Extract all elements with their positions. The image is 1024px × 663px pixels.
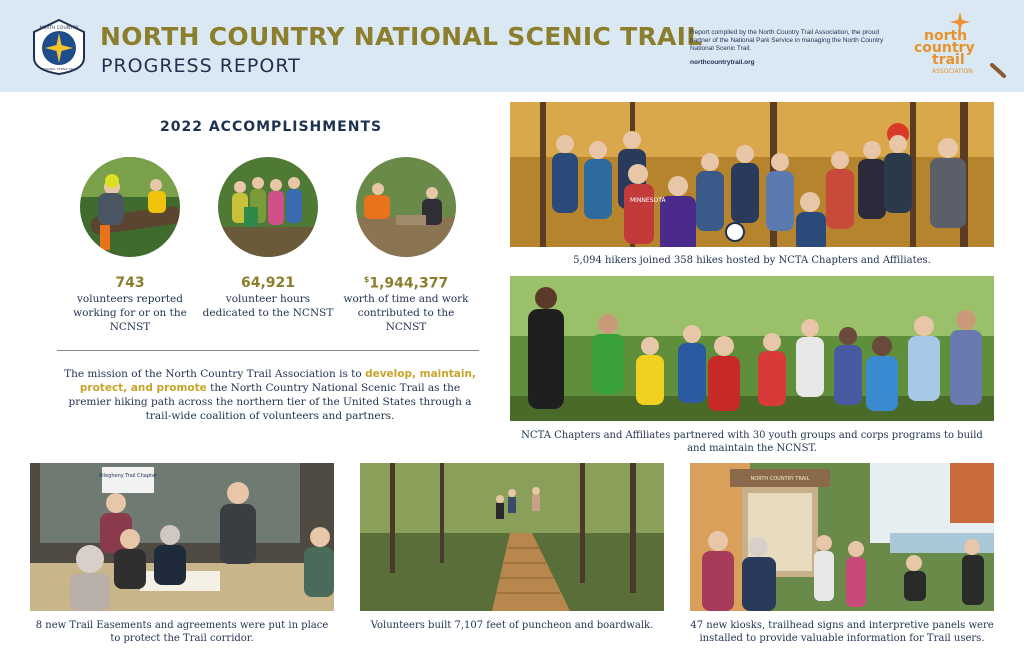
caption-hikers: 5,094 hikers joined 358 hikes hosted by NCTA Chapters and Affiliates. bbox=[573, 255, 931, 266]
report-credit: Report compiled by the North Country Trail Association, the proud partner of the National Park Service in managing the North Country National Scenic Trail. bbox=[690, 29, 884, 52]
stat-desc-hours: volunteer hours dedicated to the NCNST bbox=[202, 293, 334, 319]
shirt-text: MINNESOTA bbox=[630, 197, 666, 204]
ncta-logo bbox=[910, 10, 1010, 82]
logo-association: ASSOCIATION bbox=[932, 68, 973, 75]
stat-photo-volunteers bbox=[218, 157, 318, 257]
worth-amount: 1,944,377 bbox=[369, 275, 449, 292]
stat-photo-chainsaw bbox=[80, 157, 180, 257]
emblem-bottom-text: NATIONAL SCENIC TRAIL bbox=[40, 67, 78, 71]
photo-youth bbox=[510, 276, 994, 421]
caption-kiosks: 47 new kiosks, trailhead signs and interpretive panels were installed to provide valuable information for Trail users. bbox=[690, 620, 994, 644]
mission-statement bbox=[60, 367, 480, 423]
photo-hikers bbox=[510, 102, 994, 247]
stat-desc-worth: worth of time and work contributed to the NCNST bbox=[343, 293, 469, 333]
caption-youth: NCTA Chapters and Affiliates partnered with 30 youth groups and corps programs to build and maintain the NCNST. bbox=[521, 430, 983, 454]
ncnst-emblem-icon bbox=[30, 18, 88, 76]
mission-post: the North Country National Scenic Trail as the premier hiking path across the northern tier of the United States through a trail-wide coalition of volunteers and partners. bbox=[68, 382, 472, 422]
caption-boardwalk: Volunteers built 7,107 feet of puncheon and boardwalk. bbox=[370, 620, 654, 631]
photo-easements bbox=[30, 463, 334, 611]
website-link[interactable]: northcountrytrail.org bbox=[690, 59, 755, 66]
currency-symbol: $ bbox=[363, 275, 370, 284]
page-subtitle: PROGRESS REPORT bbox=[101, 55, 301, 77]
photo-boardwalk bbox=[360, 463, 664, 611]
section-divider bbox=[57, 350, 479, 351]
page-title: NORTH COUNTRY NATIONAL SCENIC TRAIL bbox=[100, 22, 703, 51]
accomplishments-heading: 2022 ACCOMPLISHMENTS bbox=[160, 119, 383, 135]
stat-value-worth bbox=[331, 275, 481, 292]
kiosk-sign-text: NORTH COUNTRY TRAIL bbox=[750, 476, 810, 482]
stat-desc-volunteers: volunteers reported working for or on the NCNST bbox=[73, 293, 187, 333]
logo-line-country: country bbox=[914, 40, 975, 56]
emblem-top-text: NORTH COUNTRY bbox=[39, 26, 79, 31]
caption-easements: 8 new Trail Easements and agreements were put in place to protect the Trail corridor. bbox=[35, 620, 329, 644]
whiteboard-title: Allegheny Trail Chapter bbox=[98, 473, 158, 479]
photo-kiosks bbox=[690, 463, 994, 611]
logo-line-trail: trail bbox=[932, 52, 965, 68]
mission-highlight: develop, maintain, protect, and promote bbox=[79, 368, 476, 394]
stat-value-volunteers: 743 bbox=[115, 275, 145, 291]
stat-photo-trailwork bbox=[356, 157, 456, 257]
mission-pre: The mission of the North Country Trail Association is to bbox=[64, 368, 366, 380]
stat-value-hours: 64,921 bbox=[240, 275, 296, 291]
report-header bbox=[0, 0, 1024, 92]
logo-line-north: north bbox=[924, 28, 968, 44]
